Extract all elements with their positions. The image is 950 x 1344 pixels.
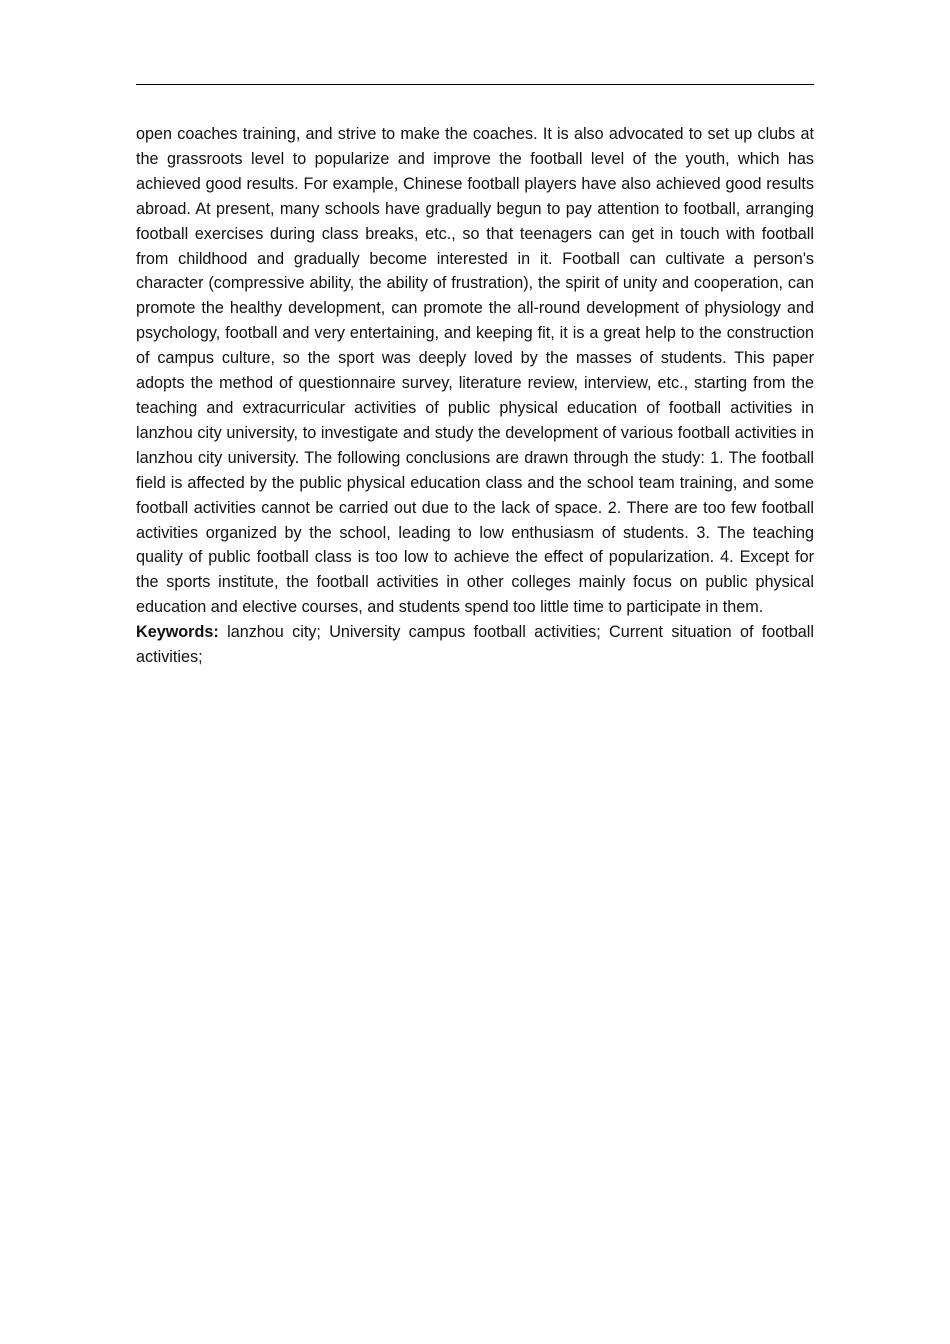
abstract-section <box>136 122 814 670</box>
keywords-line <box>136 620 814 670</box>
keywords-text: lanzhou city; University campus football activities; Current situation of football activities; <box>136 623 814 667</box>
header-rule <box>136 84 814 85</box>
abstract-paragraph: open coaches training, and strive to make the coaches. It is also advocated to set up clubs at the grassroots level to popularize and improve the football level of the youth, which has achieved good results. For example, Chinese football players have also achieved good results abroad. At present, many schools have gradually begun to pay attention to football, arranging football exercises during class breaks, etc., so that teenagers can get in touch with football from childhood and gradually become interested in it. Football can cultivate a person's character (compressive ability, the ability of frustration), the spirit of unity and cooperation, can promote the healthy development, can promote the all-round development of physiology and psychology, football and very entertaining, and keeping fit, it is a great help to the construction of campus culture, so the sport was deeply loved by the masses of students. This paper adopts the method of questionnaire survey, literature review, interview, etc., starting from the teaching and extracurricular activities of public physical education of football activities in lanzhou city university, to investigate and study the development of various football activities in lanzhou city university. The following conclusions are drawn through the study: 1. The football field is affected by the public physical education class and the school team training, and some football activities cannot be carried out due to the lack of space. 2. There are too few football activities organized by the school, leading to low enthusiasm of students. 3. The teaching quality of public football class is too low to achieve the effect of popularization. 4. Except for the sports institute, the football activities in other colleges mainly focus on public physical education and elective courses, and students spend too little time to participate in them. <box>136 125 814 617</box>
keywords-label: Keywords: <box>136 623 219 642</box>
